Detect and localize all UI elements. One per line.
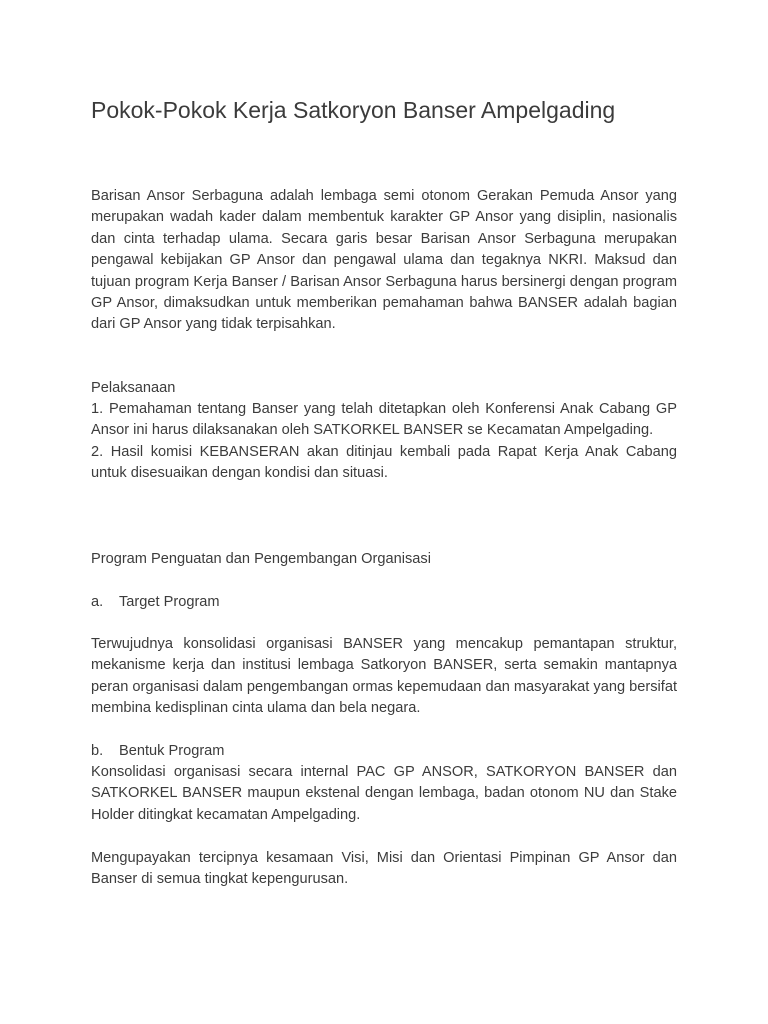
list-marker: b. — [91, 743, 104, 759]
target-program-title: Target Program — [119, 594, 220, 610]
pelaksanaan-list — [91, 399, 677, 485]
bentuk-program-paragraph: Konsolidasi organisasi secara internal PAC GP ANSOR, SATKORYON BANSER dan SATKORKEL BANSER maupun ekstenal dengan lembaga, badan otonom NU dan Stake Holder ditingkat kecamatan Ampelgading. — [91, 764, 677, 823]
pelaksanaan-heading: Pelaksanaan — [91, 380, 176, 396]
bentuk-program-label — [91, 741, 224, 762]
document-title: Pokok-Pokok Kerja Satkoryon Banser Ampelgading — [91, 97, 616, 123]
intro-paragraph: Barisan Ansor Serbaguna adalah lembaga semi otonom Gerakan Pemuda Ansor yang merupakan wadah kader dalam membentuk karakter GP Ansor yang disiplin, nasionalis dan cinta terhadap ulama. Secara garis besar Barisan Ansor Serbaguna merupakan pengawal kebijakan GP Ansor dan pengawal ulama dan tegaknya NKRI. Maksud dan tujuan program Kerja Banser / Barisan Ansor Serbaguna harus bersinergi dengan program GP Ansor, dimaksudkan untuk memberikan pemahaman bahwa BANSER adalah bagian dari GP Ansor yang tidak terpisahkan. — [91, 188, 677, 333]
target-program-paragraph: Terwujudnya konsolidasi organisasi BANSER yang mencakup pemantapan struktur, mekanisme kerja dan institusi lembaga Satkoryon BANSER, serta semakin mantapnya peran organisasi dalam pengembangan ormas kepemudaan dan masyarakat yang bersifat membina kedisplinan cinta ulama dan bela negara. — [91, 636, 677, 717]
list-item: 1. Pemahaman tentang Banser yang telah ditetapkan oleh Konferensi Anak Cabang GP Ansor ini harus dilaksanakan oleh SATKORKEL BANSER se Kecamatan Ampelgading. — [91, 401, 677, 439]
list-marker: a. — [91, 594, 104, 610]
closing-paragraph: Mengupayakan tercipnya kesamaan Visi, Misi dan Orientasi Pimpinan GP Ansor dan Banser di semua tingkat kepengurusan. — [91, 850, 677, 888]
list-item: 2. Hasil komisi KEBANSERAN akan ditinjau kembali pada Rapat Kerja Anak Cabang untuk disesuaikan dengan kondisi dan situasi. — [91, 443, 677, 482]
bentuk-program-title: Bentuk Program — [119, 743, 225, 759]
target-program-label — [91, 592, 220, 613]
program-heading: Program Penguatan dan Pengembangan Organisasi — [91, 551, 431, 567]
